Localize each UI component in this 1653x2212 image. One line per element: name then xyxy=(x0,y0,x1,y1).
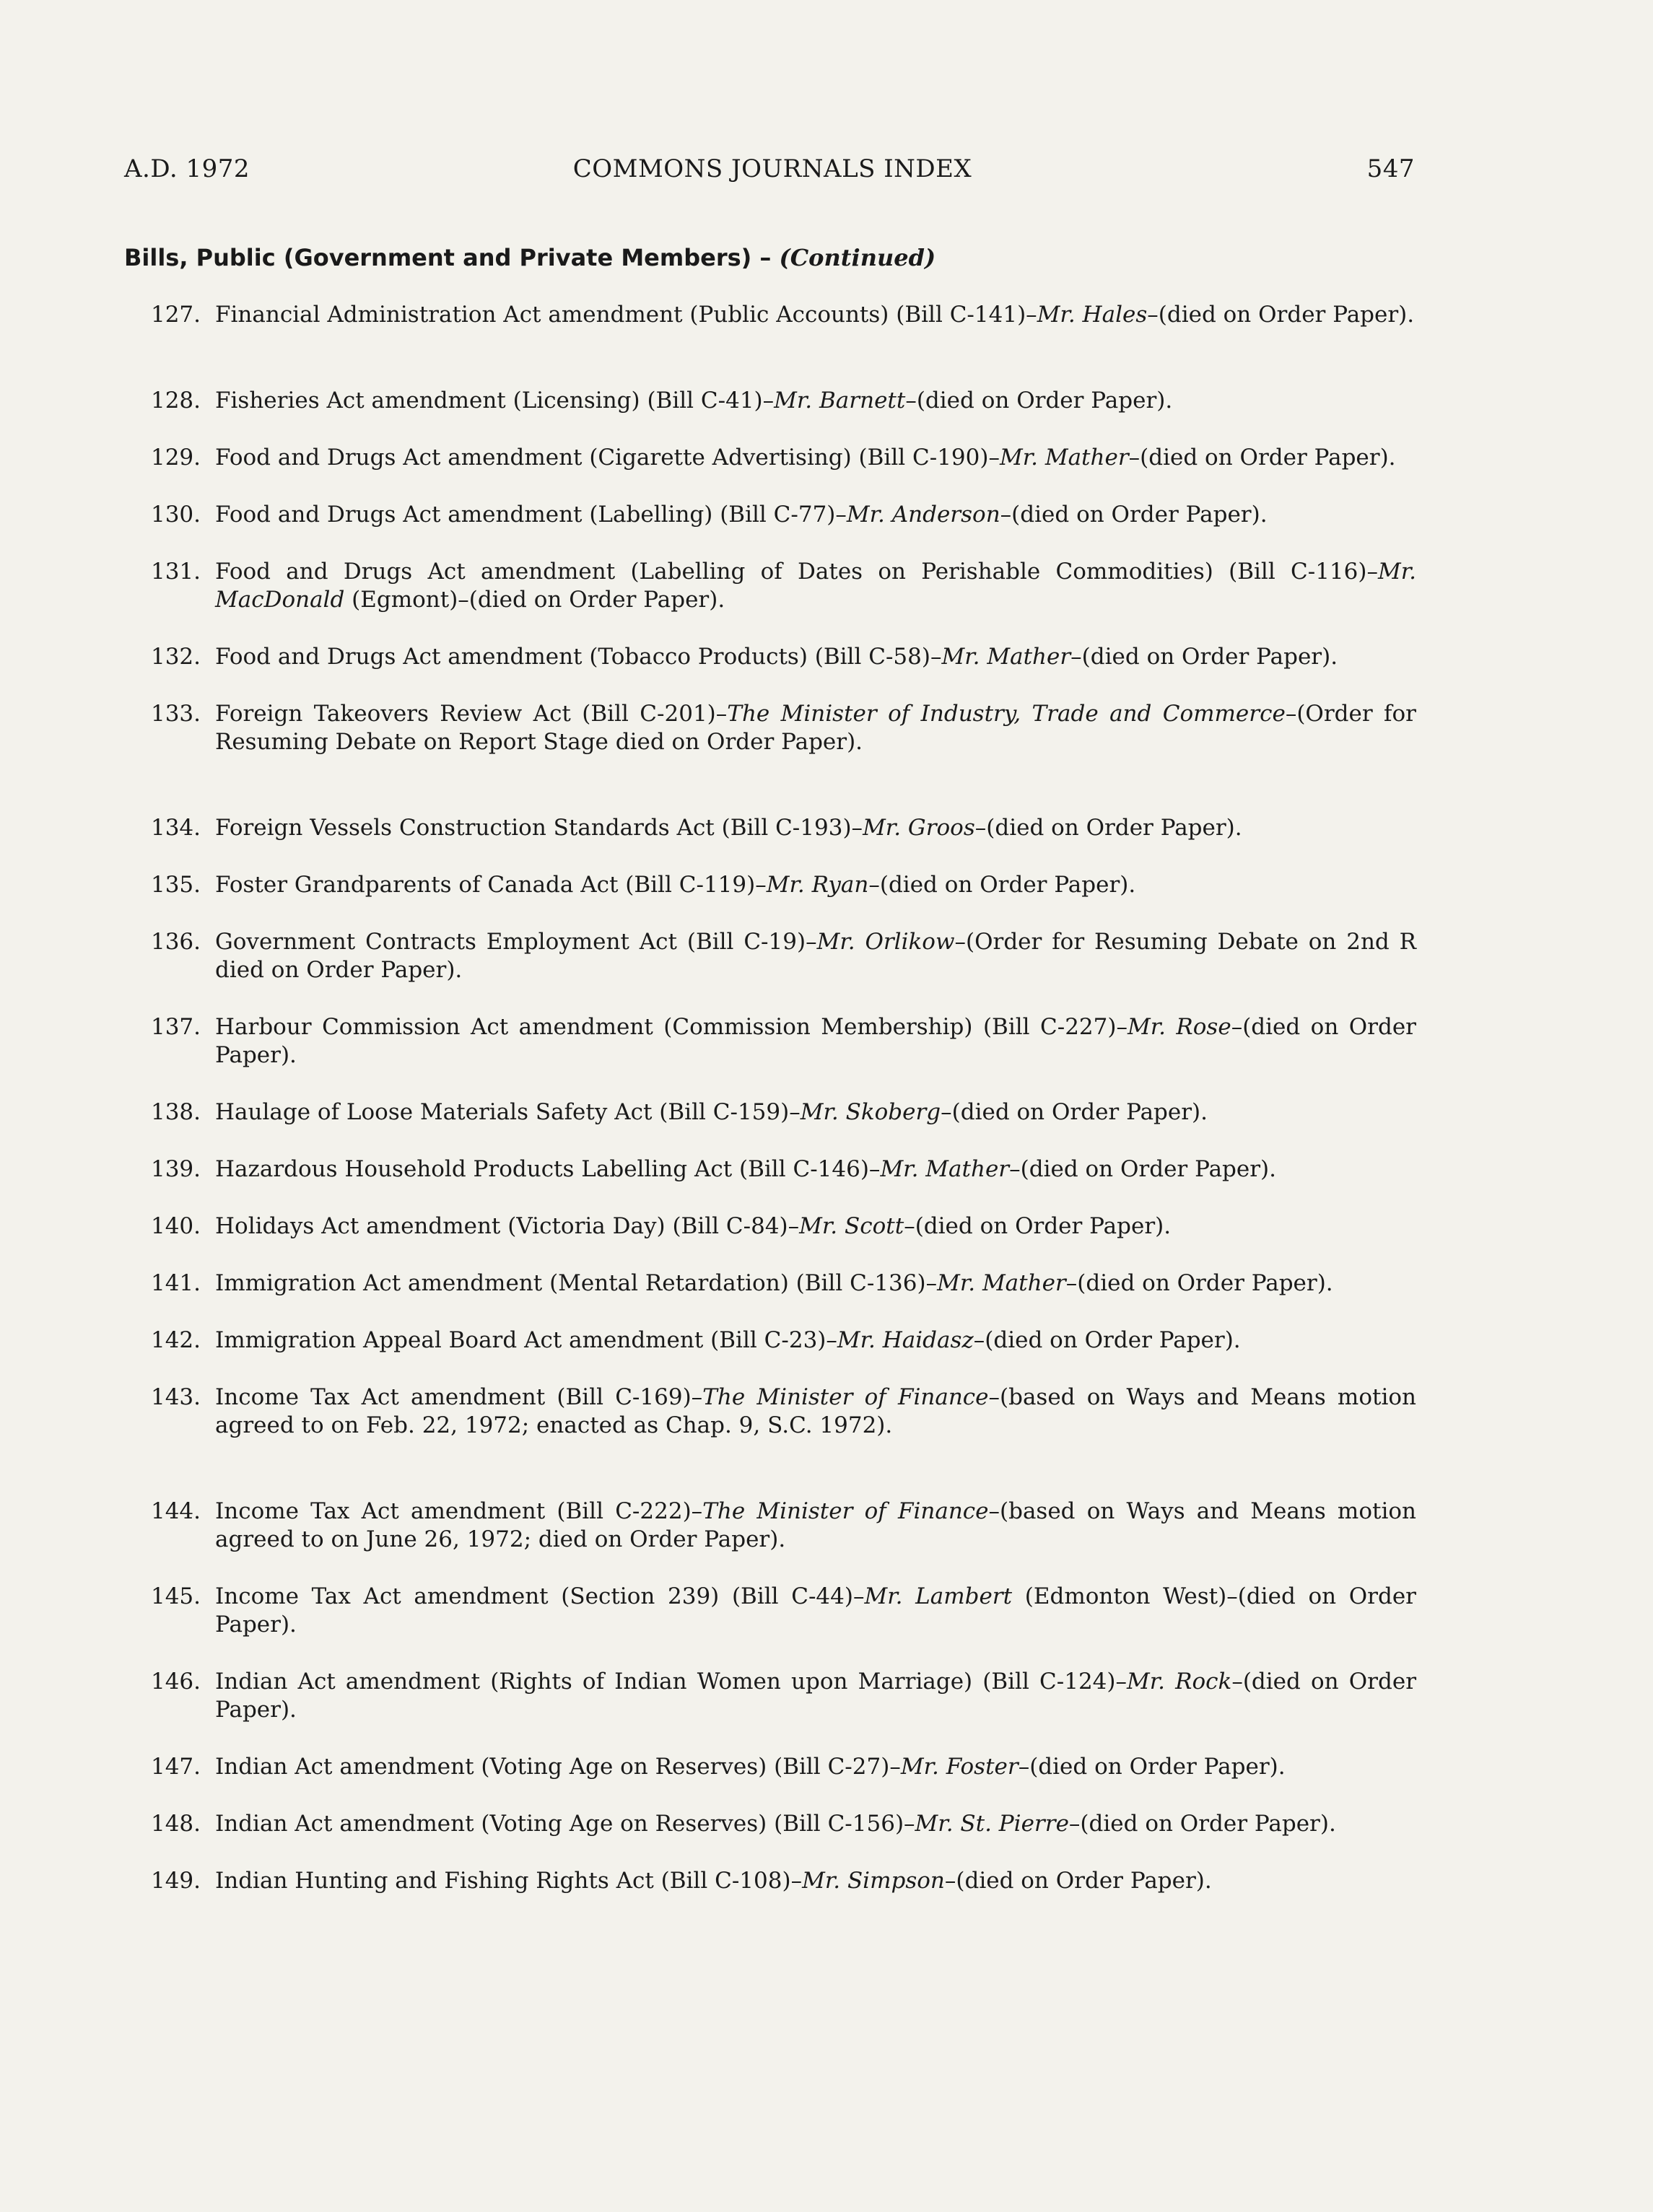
entry-title: Indian Act amendment (Voting Age on Reserves) (Bill C-27)– xyxy=(215,1754,901,1780)
header-date: A.D. 1972 xyxy=(124,154,250,183)
entry-member: Mr. Lambert xyxy=(864,1583,1013,1609)
entry-member: Mr. Simpson xyxy=(802,1868,945,1894)
entry-number: 131. xyxy=(150,559,201,585)
entry-text xyxy=(215,501,1416,529)
entry-member: Mr. Mather xyxy=(999,445,1129,471)
header-title: COMMONS JOURNALS INDEX xyxy=(572,154,972,183)
entry-number: 140. xyxy=(150,1213,201,1239)
entry-title: Food and Drugs Act amendment (Labelling of Dates on Perishable Commodities) (Bill C-116)– xyxy=(215,559,1378,585)
index-entry xyxy=(130,700,1416,756)
index-entry xyxy=(130,501,1416,529)
entry-member: Mr. MacDonald xyxy=(215,559,1416,613)
entry-status: –(Order for Resuming Debate on 2nd R died on Order Paper). xyxy=(215,929,1416,983)
entry-number: 132. xyxy=(150,644,201,670)
entry-title: Income Tax Act amendment (Section 239) (Bill C-44)– xyxy=(215,1583,865,1609)
entry-number: 147. xyxy=(150,1754,201,1780)
section-continued: (Continued) xyxy=(779,244,936,271)
entry-title: Indian Hunting and Fishing Rights Act (Bill C-108)– xyxy=(215,1868,803,1894)
entry-title: Foreign Takeovers Review Act (Bill C-201)– xyxy=(215,701,728,727)
entry-number: 134. xyxy=(150,815,201,841)
entry-text xyxy=(215,928,1416,984)
entry-status: –(died on Order Paper). xyxy=(1065,1270,1333,1296)
entry-status: –(died on Order Paper). xyxy=(944,1868,1212,1894)
entry-member: The Minister of Finance xyxy=(702,1498,989,1524)
entry-number: 149. xyxy=(150,1868,201,1894)
entry-status: –(died on Order Paper). xyxy=(215,1014,1417,1068)
entry-status: –(died on Order Paper). xyxy=(973,1327,1241,1353)
entry-text xyxy=(215,1583,1416,1639)
entry-text xyxy=(215,1098,1416,1127)
entry-member: Mr. Ryan xyxy=(766,872,869,898)
entry-text xyxy=(215,1212,1416,1241)
entry-status: –(died on Order Paper). xyxy=(941,1099,1208,1125)
entry-member: The Minister of Finance xyxy=(702,1384,989,1410)
entry-member: Mr. Rose xyxy=(1127,1014,1231,1040)
index-entry xyxy=(130,444,1416,472)
entry-status: –(died on Order Paper). xyxy=(905,388,1173,414)
index-entry xyxy=(130,1098,1416,1127)
entry-number: 145. xyxy=(150,1583,201,1609)
entry-status: –(Order for Resuming Debate on Report Stage died on Order Paper). xyxy=(215,701,1417,755)
entry-status: –(died on Order Paper). xyxy=(1068,1811,1336,1837)
index-entry xyxy=(130,814,1416,842)
entry-status: –(based on Ways and Means motion agreed to on June 26, 1972; died on Order Paper). xyxy=(215,1498,1416,1552)
entry-status: –(died on Order Paper). xyxy=(868,872,1136,898)
index-entry xyxy=(130,1867,1416,1895)
index-entry xyxy=(130,1810,1416,1838)
entry-status: –(died on Order Paper). xyxy=(974,815,1242,841)
entry-number: 146. xyxy=(150,1669,201,1695)
entry-number: 135. xyxy=(150,872,201,898)
index-entry xyxy=(130,387,1416,415)
entry-title: Foreign Vessels Construction Standards Act (Bill C-193)– xyxy=(215,815,863,841)
entry-text xyxy=(215,1753,1416,1781)
entry-title: Financial Administration Act amendment (Public Accounts) (Bill C-141)– xyxy=(215,302,1037,328)
entry-member: Mr. Mather xyxy=(880,1156,1010,1182)
entry-member: Mr. Scott xyxy=(799,1213,904,1239)
entry-member: Mr. Foster xyxy=(900,1754,1019,1780)
entry-member: Mr. St. Pierre xyxy=(915,1811,1069,1837)
entry-number: 138. xyxy=(150,1099,201,1125)
entry-text xyxy=(215,1668,1416,1724)
entry-status: –(died on Order Paper). xyxy=(1000,502,1268,528)
entry-title: Foster Grandparents of Canada Act (Bill C-119)– xyxy=(215,872,767,898)
entry-number: 137. xyxy=(150,1014,201,1040)
entry-number: 142. xyxy=(150,1327,201,1353)
entry-title: Food and Drugs Act amendment (Cigarette Advertising) (Bill C-190)– xyxy=(215,445,1000,471)
entry-number: 143. xyxy=(150,1384,201,1410)
entry-status: –(died on Order Paper). xyxy=(1070,644,1338,670)
entry-text xyxy=(215,1269,1416,1298)
index-entry xyxy=(130,1583,1416,1639)
entry-text xyxy=(215,1810,1416,1838)
entry-member: Mr. Rock xyxy=(1127,1669,1232,1695)
index-entry xyxy=(130,1269,1416,1298)
entry-title: Harbour Commission Act amendment (Commission Membership) (Bill C-227)– xyxy=(215,1014,1128,1040)
entry-member: Mr. Hales xyxy=(1037,302,1148,328)
entry-text xyxy=(215,387,1416,415)
entry-status: –(died on Order Paper). xyxy=(1018,1754,1286,1780)
entry-text xyxy=(215,1383,1416,1440)
entry-title: Immigration Appeal Board Act amendment (Bill C-23)– xyxy=(215,1327,837,1353)
entry-text xyxy=(215,1013,1416,1070)
entry-text xyxy=(215,301,1416,329)
entry-title: Food and Drugs Act amendment (Labelling) (Bill C-77)– xyxy=(215,502,847,528)
entry-title: Indian Act amendment (Voting Age on Reserves) (Bill C-156)– xyxy=(215,1811,915,1837)
entry-member: Mr. Anderson xyxy=(846,502,1000,528)
entry-title: Holidays Act amendment (Victoria Day) (Bill C-84)– xyxy=(215,1213,800,1239)
entry-text xyxy=(215,871,1416,899)
entry-status: –(died on Order Paper). xyxy=(215,1669,1417,1723)
entry-status: –(based on Ways and Means motion agreed to on Feb. 22, 1972; enacted as Chap. 9, S.C. 1972). xyxy=(215,1384,1416,1438)
entry-text xyxy=(215,814,1416,842)
entry-title: Hazardous Household Products Labelling Act (Bill C-146)– xyxy=(215,1156,881,1182)
entry-title: Fisheries Act amendment (Licensing) (Bill C-41)– xyxy=(215,388,775,414)
entry-number: 139. xyxy=(150,1156,201,1182)
index-entry xyxy=(130,643,1416,671)
entry-number: 130. xyxy=(150,502,201,528)
entry-text xyxy=(215,1155,1416,1184)
entry-member: Mr. Barnett xyxy=(774,388,906,414)
entry-status: –(died on Order Paper). xyxy=(1128,445,1396,471)
entry-title: Indian Act amendment (Rights of Indian Women upon Marriage) (Bill C-124)– xyxy=(215,1669,1127,1695)
index-entry xyxy=(130,1155,1416,1184)
page-number: 547 xyxy=(1366,154,1415,183)
entry-status: (Egmont)–(died on Order Paper). xyxy=(344,587,725,613)
index-entry xyxy=(130,1498,1416,1554)
index-entry xyxy=(130,1013,1416,1070)
entry-number: 148. xyxy=(150,1811,201,1837)
index-entry xyxy=(130,871,1416,899)
entry-number: 133. xyxy=(150,701,201,727)
index-entry xyxy=(130,1212,1416,1241)
entry-text xyxy=(215,1326,1416,1355)
entry-member: Mr. Mather xyxy=(941,644,1071,670)
entry-status: –(died on Order Paper). xyxy=(1009,1156,1277,1182)
index-entry xyxy=(130,1326,1416,1355)
entry-status: (Edmonton West)–(died on Order Paper). xyxy=(215,1583,1416,1638)
entry-number: 144. xyxy=(150,1498,201,1524)
entry-number: 141. xyxy=(150,1270,201,1296)
index-entry xyxy=(130,928,1416,984)
entry-title: Immigration Act amendment (Mental Retardation) (Bill C-136)– xyxy=(215,1270,938,1296)
entry-title: Income Tax Act amendment (Bill C-222)– xyxy=(215,1498,703,1524)
entry-member: Mr. Haidasz xyxy=(837,1327,974,1353)
index-entry xyxy=(130,1383,1416,1440)
entry-text xyxy=(215,558,1416,614)
entry-status: –(died on Order Paper). xyxy=(904,1213,1172,1239)
entry-title: Haulage of Loose Materials Safety Act (Bill C-159)– xyxy=(215,1099,801,1125)
section-heading xyxy=(124,244,935,271)
index-entry xyxy=(130,301,1416,329)
entry-member: Mr. Skoberg xyxy=(800,1099,941,1125)
entry-title: Income Tax Act amendment (Bill C-169)– xyxy=(215,1384,703,1410)
entry-text xyxy=(215,700,1416,756)
index-entry xyxy=(130,558,1416,614)
entry-title: Food and Drugs Act amendment (Tobacco Products) (Bill C-58)– xyxy=(215,644,942,670)
entry-number: 127. xyxy=(150,302,201,328)
entry-member: Mr. Groos xyxy=(863,815,975,841)
entry-text xyxy=(215,444,1416,472)
entry-number: 129. xyxy=(150,445,201,471)
index-entry xyxy=(130,1753,1416,1781)
entry-text xyxy=(215,643,1416,671)
index-entry xyxy=(130,1668,1416,1724)
section-title: Bills, Public (Government and Private Members) – xyxy=(124,244,780,271)
entry-text xyxy=(215,1498,1416,1554)
entry-status: –(died on Order Paper). xyxy=(1147,302,1415,328)
entry-member: Mr. Mather xyxy=(937,1270,1066,1296)
entry-number: 136. xyxy=(150,929,201,955)
entry-member: Mr. Orlikow xyxy=(816,929,955,955)
entry-title: Government Contracts Employment Act (Bill C-19)– xyxy=(215,929,817,955)
entry-text xyxy=(215,1867,1416,1895)
entry-member: The Minister of Industry, Trade and Commerce xyxy=(727,701,1286,727)
entry-number: 128. xyxy=(150,388,201,414)
